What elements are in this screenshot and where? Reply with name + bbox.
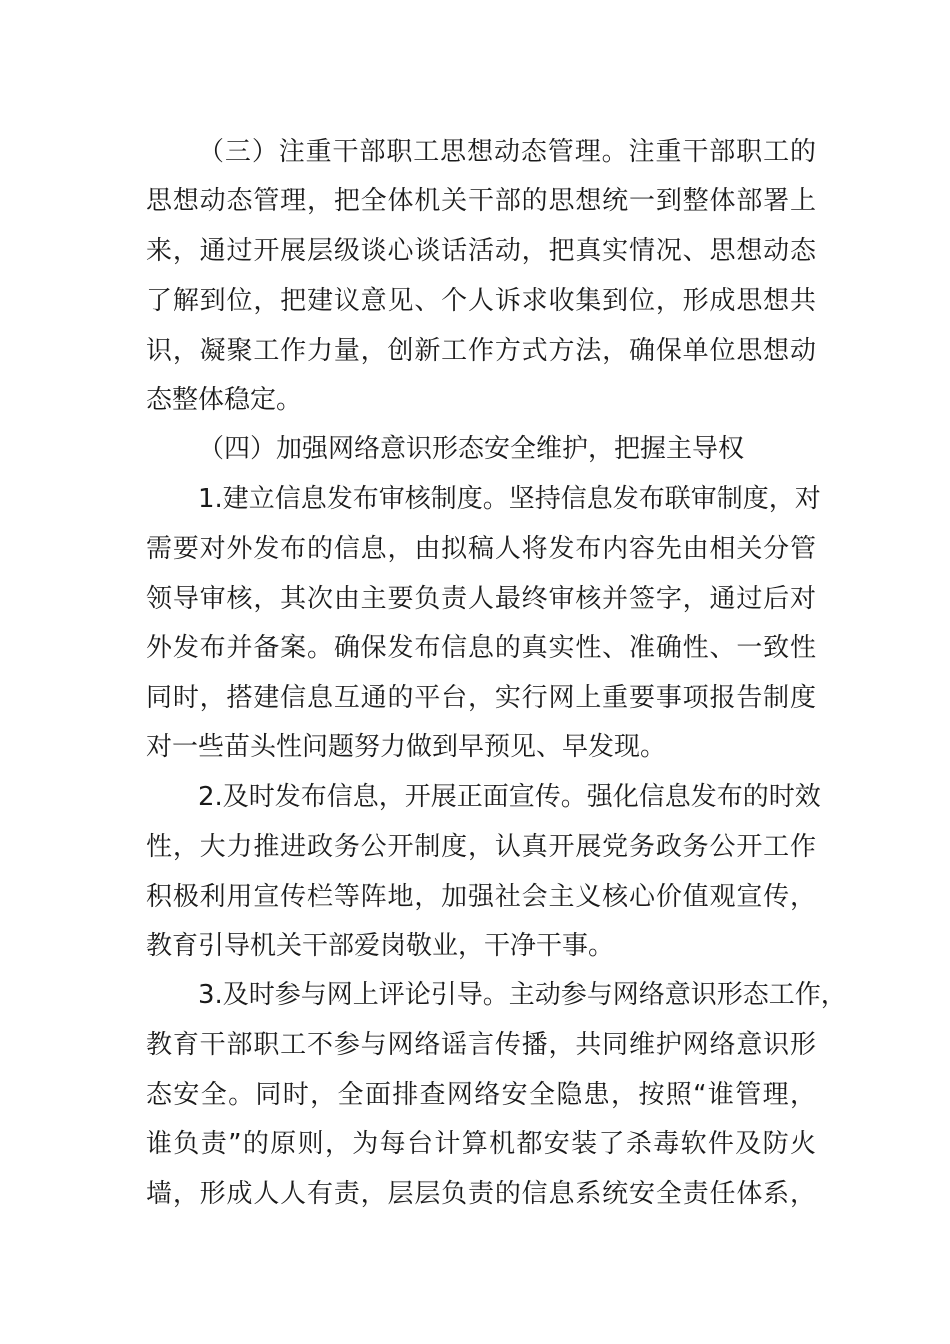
item1-line: 需要对外发布的信息，由拟稿人将发布内容先由相关分管	[146, 534, 816, 564]
item2-line: 性，大力推进政务公开制度，认真开展党务政务公开工作	[146, 832, 816, 862]
item3-line: 态安全。同时，全面排查网络安全隐患，按照“谁管理，	[146, 1080, 816, 1110]
item3-line: 教育干部职工不参与网络谣言传播，共同维护网络意识形	[146, 1030, 816, 1060]
item2-line: 2.及时发布信息，开展正面宣传。强化信息发布的时效	[198, 782, 821, 812]
section3-line: 识，凝聚工作力量，创新工作方式方法，确保单位思想动	[146, 336, 816, 366]
section4-heading: （四）加强网络意识形态安全维护，把握主导权	[198, 434, 745, 464]
item1-line: 同时，搭建信息互通的平台，实行网上重要事项报告制度	[146, 683, 816, 713]
section3-line: （三）注重干部职工思想动态管理。注重干部职工的	[198, 137, 816, 167]
item3-line: 墙，形成人人有责，层层负责的信息系统安全责任体系，	[146, 1179, 816, 1209]
section3-line: 了解到位，把建议意见、个人诉求收集到位，形成思想共	[146, 286, 816, 316]
item1-line: 外发布并备案。确保发布信息的真实性、准确性、一致性	[146, 633, 816, 663]
item1-line: 1.建立信息发布审核制度。坚持信息发布联审制度，对	[198, 484, 821, 514]
item2-line: 积极利用宣传栏等阵地，加强社会主义核心价值观宣传，	[146, 882, 816, 912]
item3-line: 3.及时参与网上评论引导。主动参与网络意识形态工作，	[198, 980, 847, 1010]
section3-line: 思想动态管理，把全体机关干部的思想统一到整体部署上	[146, 186, 816, 216]
section3-line: 态整体稳定。	[146, 385, 303, 415]
item2-line: 教育引导机关干部爱岗敬业，干净干事。	[146, 931, 615, 961]
item1-line: 对一些苗头性问题努力做到早预见、早发现。	[146, 732, 667, 762]
section3-line: 来，通过开展层级谈心谈话活动，把真实情况、思想动态	[146, 236, 816, 266]
item1-line: 领导审核，其次由主要负责人最终审核并签字，通过后对	[146, 584, 816, 614]
item3-line: 谁负责”的原则，为每台计算机都安装了杀毒软件及防火	[146, 1129, 816, 1159]
